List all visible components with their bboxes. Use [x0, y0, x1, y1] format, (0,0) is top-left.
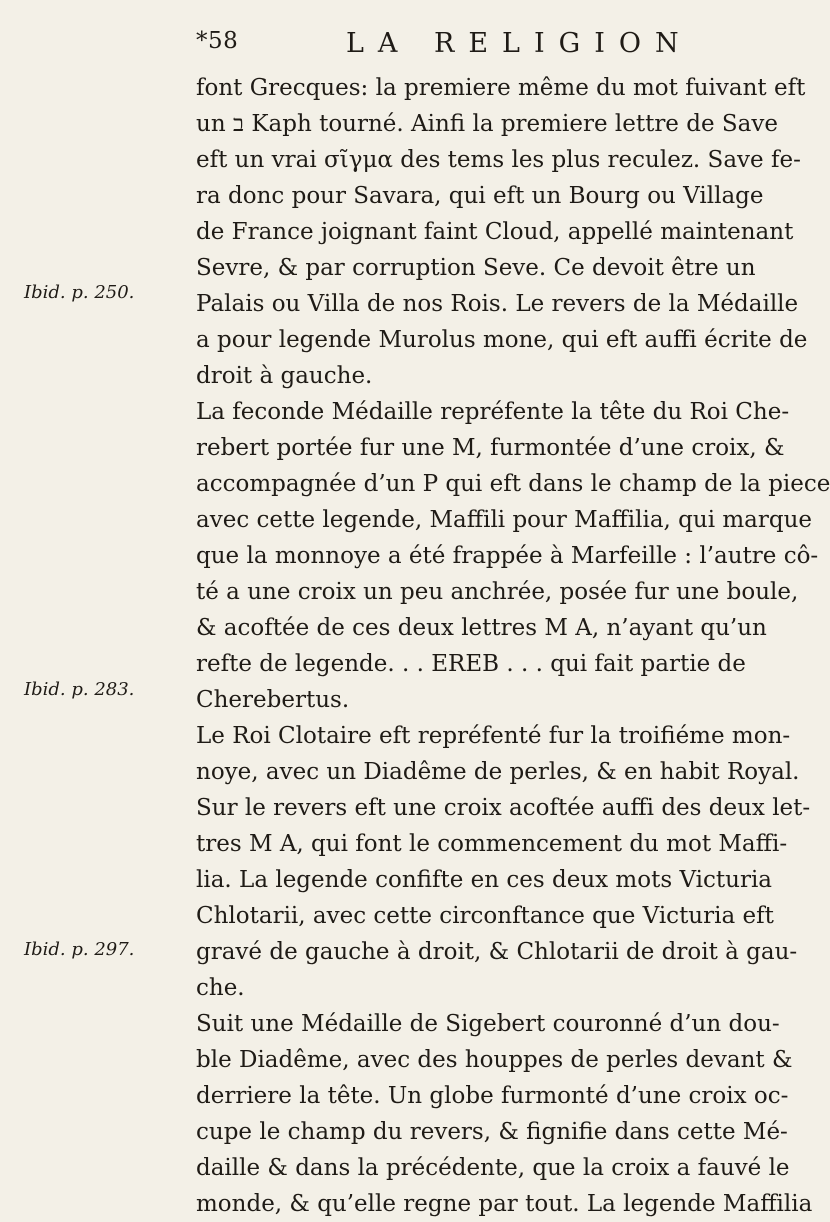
- page-number: *58: [196, 28, 239, 54]
- text-line: lia. La legende confifte en ces deux mots Victuria: [196, 867, 773, 893]
- text-line: derriere la tête. Un globe furmonté d’une croix oc-: [196, 1083, 789, 1109]
- text-line: Sevre, & par corruption Seve. Ce devoit être un: [196, 255, 756, 281]
- text-line: que la monnoye a été frappée à Marfeille : l’autre cô-: [196, 543, 819, 569]
- text-line: Cherebertus.: [196, 687, 350, 713]
- text-line: Palais ou Villa de nos Rois. Le revers de la Médaille: [196, 291, 799, 317]
- margin-note: Ibid. p. 250.: [24, 282, 135, 303]
- text-line: ble Diadême, avec des houppes de perles devant &: [196, 1047, 793, 1073]
- text-line: daille & dans la précédente, que la croix a fauvé le: [196, 1155, 790, 1181]
- text-line: & acoftée de ces deux lettres M A, n’ayant qu’un: [196, 615, 767, 641]
- text-line: monde, & qu’elle regne par tout. La legende Maffilia: [196, 1191, 813, 1217]
- text-line: La feconde Médaille repréfente la tête du Roi Che-: [196, 399, 790, 425]
- text-line: rebert portée fur une M, furmontée d’une croix, &: [196, 435, 785, 461]
- running-title: LA RELIGION: [346, 28, 693, 59]
- text-line: refte de legende. . . EREB . . . qui fait partie de: [196, 651, 746, 677]
- text-line: droit à gauche.: [196, 363, 373, 389]
- text-line: cupe le champ du revers, & fignifie dans cette Mé-: [196, 1119, 788, 1145]
- text-line: accompagnée d’un P qui eft dans le champ de la piece: [196, 471, 830, 497]
- text-line: Chlotarii, avec cette circonftance que Victuria eft: [196, 903, 774, 929]
- text-line: Suit une Médaille de Sigebert couronné d’un dou-: [196, 1011, 780, 1037]
- margin-note: Ibid. p. 283.: [24, 679, 135, 700]
- page-header: [196, 28, 756, 68]
- text-line: gravé de gauche à droit, & Chlotarii de droit à gau-: [196, 939, 798, 965]
- text-line: che.: [196, 975, 245, 1001]
- text-line: tres M A, qui font le commencement du mot Maffi-: [196, 831, 788, 857]
- text-line: un ב Kaph tourné. Ainfi la premiere lettre de Save: [196, 111, 778, 137]
- text-line: Le Roi Clotaire eft repréfenté fur la troifiéme mon-: [196, 723, 791, 749]
- text-line: Sur le revers eft une croix acoftée auffi des deux let-: [196, 795, 811, 821]
- text-line: ra donc pour Savara, qui eft un Bourg ou Village: [196, 183, 764, 209]
- text-line: font Grecques: la premiere même du mot fuivant eft: [196, 75, 806, 101]
- text-line: avec cette legende, Maffili pour Maffilia, qui marque: [196, 507, 813, 533]
- margin-note: Ibid. p. 297.: [24, 939, 135, 960]
- text-line: té a une croix un peu anchrée, posée fur une boule,: [196, 579, 799, 605]
- body-text: [196, 70, 830, 1222]
- text-line: de France joignant faint Cloud, appellé maintenant: [196, 219, 794, 245]
- text-line: noye, avec un Diadême de perles, & en habit Royal.: [196, 759, 800, 785]
- text-line: a pour legende Murolus mone, qui eft auffi écrite de: [196, 327, 808, 353]
- text-line: eft un vrai σῖγμα des tems les plus reculez. Save fe-: [196, 147, 801, 173]
